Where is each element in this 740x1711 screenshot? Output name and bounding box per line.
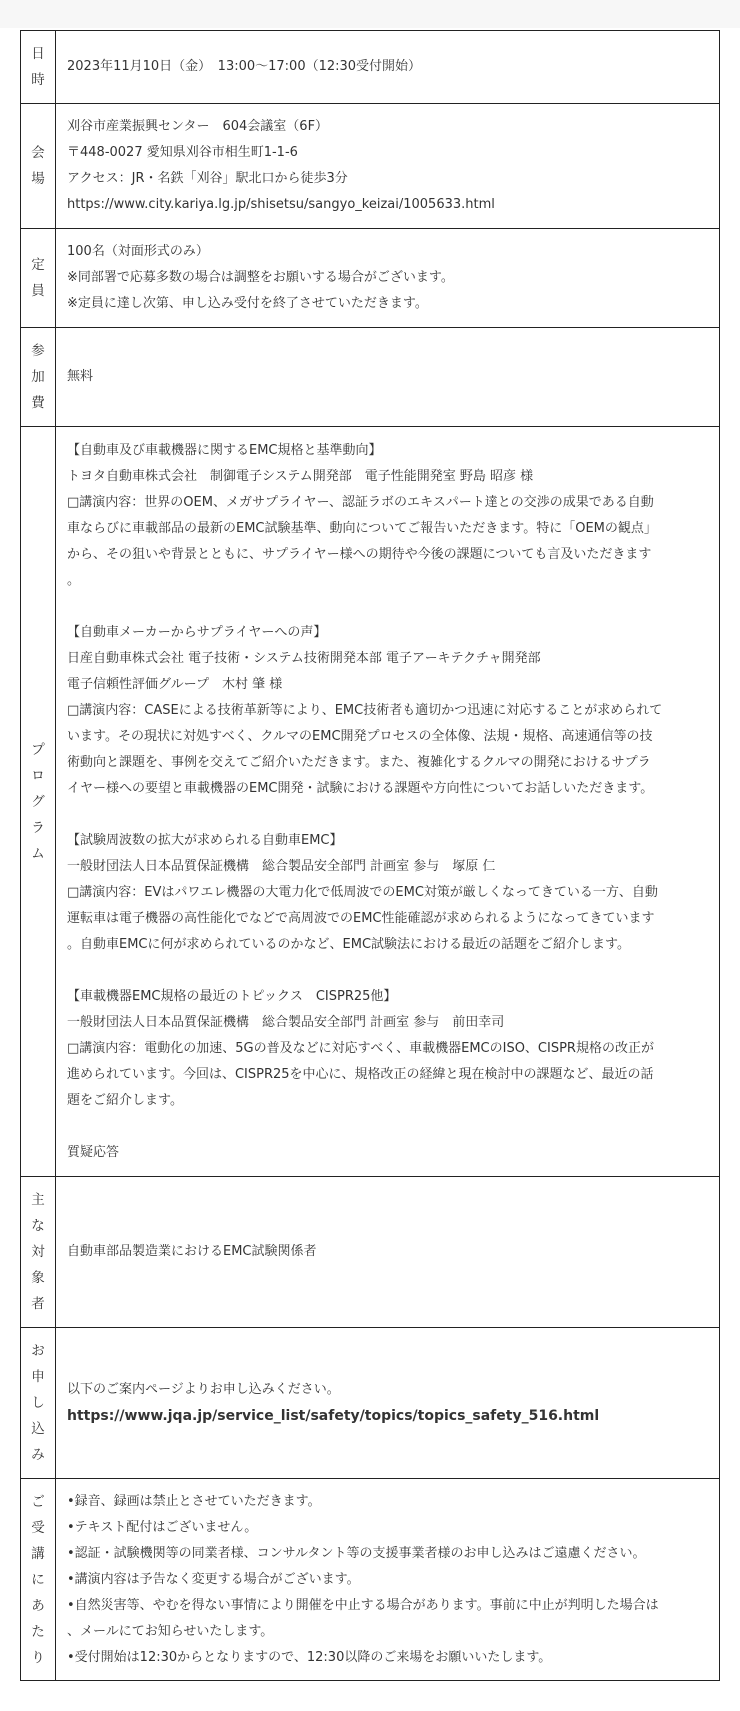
row-venue (21, 104, 720, 229)
row-header-notes-char: 講 (31, 1545, 45, 1562)
program-line: 【試験周波数の拡大が求められる自動車EMC】 (67, 832, 343, 848)
row-header-application-char: お (31, 1343, 45, 1359)
row-program (21, 427, 720, 1177)
date-text: 2023年11月10日（金） 13:00〜17:00（12:30受付開始） (67, 59, 422, 74)
program-line: 。自動車EMCに何が求められているのかなど、EMC試験法における最近の話題をご紹介します。 (67, 936, 630, 952)
note-item: •テキスト配付はございません。 (67, 1519, 258, 1535)
row-header-notes-char: 受 (31, 1519, 45, 1536)
row-header-audience-char: な (31, 1218, 45, 1234)
row-header-program-char: ロ (31, 767, 45, 784)
audience-text: 自動車部品製造業におけるEMC試験関係者 (67, 1244, 317, 1259)
program-line: イヤー様への要望と車載機器のEMC開発・試験における課題や方向性についてお話しいただきます。 (67, 780, 654, 796)
capacity-line: ※定員に達し次第、申し込み受付を終了させていただきます。 (67, 296, 428, 311)
row-header-audience-char: 者 (31, 1296, 45, 1312)
row-fee (21, 328, 720, 427)
row-body-capacity (56, 229, 720, 328)
program-line: 一般財団法人日本品質保証機構 総合製品安全部門 計画室 参与 前田幸司 (67, 1014, 505, 1030)
row-body-venue (56, 104, 720, 229)
program-line: 【自動車及び車載機器に関するEMC規格と基準動向】 (67, 442, 382, 458)
program-line: □講演内容：CASEによる技術革新等により、EMC技術者も適切かつ迅速に対応することが求められて (67, 702, 663, 718)
row-header-capacity (21, 229, 56, 328)
program-line: 質疑応答 (67, 1144, 120, 1160)
application-text: 以下のご案内ページよりお申し込みください。 (67, 1382, 340, 1397)
row-header-audience (21, 1177, 56, 1328)
note-item: •受付開始は12:30からとなりますので、12:30以降のご来場をお願いいたします。 (67, 1649, 552, 1665)
row-header-program-char: プ (31, 741, 45, 758)
row-header-application-char: 込 (31, 1421, 45, 1437)
row-body-notes (56, 1479, 720, 1681)
capacity-line: 100名（対面形式のみ） (67, 244, 209, 259)
row-body-date (56, 31, 720, 104)
row-header-notes-char: に (31, 1571, 45, 1588)
row-header-fee-char: 加 (31, 369, 45, 385)
row-header-capacity-char: 員 (31, 283, 45, 299)
row-header-date-char: 時 (31, 72, 45, 88)
row-body-audience (56, 1177, 720, 1328)
row-header-notes-char: あ (31, 1597, 45, 1614)
row-header-audience-char: 主 (31, 1192, 45, 1208)
row-application (21, 1328, 720, 1479)
row-header-notes-char: ご (31, 1493, 45, 1510)
row-header-program-char: ラ (31, 819, 45, 836)
fee-text: 無料 (67, 369, 94, 384)
row-capacity (21, 229, 720, 328)
venue-name: 刈谷市産業振興センター 604会議室（6F） (67, 119, 329, 134)
venue-url[interactable]: https://www.city.kariya.lg.jp/shisetsu/sangyo_keizai/1005633.html (67, 197, 495, 212)
program-line (67, 802, 711, 828)
program-line (67, 1114, 711, 1140)
program-line: 【自動車メーカーからサプライヤーへの声】 (67, 624, 327, 640)
note-item: 、メールにてお知らせいたします。 (67, 1623, 274, 1639)
row-header-venue (21, 104, 56, 229)
row-header-fee-char: 参 (31, 343, 45, 359)
program-line: います。その現状に対処すべく、クルマのEMC開発プロセスの全体像、法規・規格、高速通信等の技 (67, 728, 653, 744)
program-line (67, 594, 711, 620)
program-line: □講演内容：EVはパワエレ機器の大電力化で低周波でのEMC対策が厳しくなってきている一方、自動 (67, 884, 658, 900)
row-audience (21, 1177, 720, 1328)
note-item: •講演内容は予告なく変更する場合がございます。 (67, 1571, 360, 1587)
row-header-program-char: グ (31, 793, 45, 810)
row-body-application (56, 1328, 720, 1479)
program-line: から、その狙いや背景とともに、サプライヤー様への期待や今後の課題についても言及いただきます (67, 546, 652, 562)
row-header-program-char: ム (31, 845, 45, 862)
seminar-info-table (20, 30, 720, 1681)
venue-access: アクセス：JR・名鉄「刈谷」駅北口から徒歩3分 (67, 171, 348, 186)
application-link[interactable]: https://www.jqa.jp/service_list/safety/topics/topics_safety_516.html (67, 1408, 600, 1424)
program-line: 進められています。今回は、CISPR25を中心に、規格改正の経緯と現在検討中の課題など、最近の話 (67, 1066, 654, 1082)
row-notes (21, 1479, 720, 1681)
note-item: •認証・試験機関等の同業者様、コンサルタント等の支援事業者様のお申し込みはご遠慮ください。 (67, 1545, 646, 1561)
program-line: □講演内容：電動化の加速、5Gの普及などに対応すべく、車載機器EMCのISO、CISPR規格の改正が (67, 1040, 654, 1056)
row-header-application-char: し (31, 1395, 45, 1411)
row-header-notes-char: り (31, 1649, 45, 1666)
row-header-venue-char: 会 (31, 145, 45, 161)
row-header-notes-char: た (31, 1623, 45, 1640)
row-header-date-char: 日 (31, 46, 45, 62)
program-line: □講演内容：世界のOEM、メガサプライヤー、認証ラボのエキスパート達との交渉の成果である自動 (67, 494, 654, 510)
row-header-application-char: み (31, 1447, 45, 1463)
program-line: トヨタ自動車株式会社 制御電子システム開発部 電子性能開発室 野島 昭彦 様 (67, 468, 534, 484)
program-line: 日産自動車株式会社 電子技術・システム技術開発本部 電子アーキテクチャ開発部 (67, 650, 541, 666)
row-header-notes (21, 1479, 56, 1681)
venue-address: 〒448-0027 愛知県刈谷市相生町1-1-6 (67, 145, 298, 160)
program-line: 車ならびに車載部品の最新のEMC試験基準、動向についてご報告いただきます。特に「OEMの観点」 (67, 520, 657, 536)
row-header-capacity-char: 定 (31, 257, 45, 273)
program-line: 電子信頼性評価グループ 木村 肇 様 (67, 676, 283, 692)
row-header-fee (21, 328, 56, 427)
program-line: 題をご紹介します。 (67, 1092, 183, 1108)
program-line: 一般財団法人日本品質保証機構 総合製品安全部門 計画室 参与 塚原 仁 (67, 858, 496, 874)
program-line: 術動向と課題を、事例を交えてご紹介いただきます。また、複雑化するクルマの開発におけるサプラ (67, 754, 651, 770)
program-line: 。 (67, 572, 81, 588)
top-band (0, 0, 740, 28)
program-line: 【車載機器EMC規格の最近のトピックス CISPR25他】 (67, 988, 397, 1004)
note-item: •録音、録画は禁止とさせていただきます。 (67, 1493, 321, 1509)
row-body-program (56, 427, 720, 1177)
row-header-application-char: 申 (31, 1369, 45, 1385)
program-line: 運転車は電子機器の高性能化でなどで高周波でのEMC性能確認が求められるようになってきています (67, 910, 655, 926)
row-header-audience-char: 対 (31, 1244, 45, 1260)
note-item: •自然災害等、やむを得ない事情により開催を中止する場合があります。事前に中止が判明した場合は (67, 1597, 659, 1613)
row-date (21, 31, 720, 104)
capacity-line: ※同部署で応募多数の場合は調整をお願いする場合がございます。 (67, 270, 454, 285)
program-line (67, 958, 711, 984)
row-header-audience-char: 象 (31, 1270, 45, 1286)
row-body-fee (56, 328, 720, 427)
row-header-application (21, 1328, 56, 1479)
row-header-venue-char: 場 (31, 171, 45, 187)
row-header-program (21, 427, 56, 1177)
row-header-date (21, 31, 56, 104)
row-header-fee-char: 費 (31, 395, 45, 411)
